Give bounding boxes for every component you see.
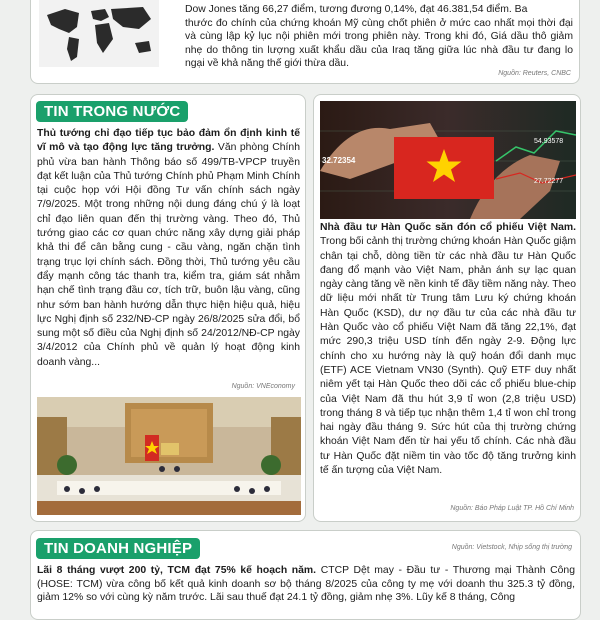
world-news-card [30, 0, 580, 84]
government-meeting-photo [37, 397, 301, 515]
world-map-image [39, 0, 159, 67]
domestic-news-headline: Thủ tướng chỉ đạo tiếp tục bảo đảm ổn định kinh tế vĩ mô và tạo động lực tăng trưởng. [37, 128, 300, 154]
korea-investor-card [313, 94, 581, 522]
stock-number-left: 32.72354 [322, 156, 356, 165]
korea-news-headline: Nhà đầu tư Hàn Quốc săn đón cổ phiếu Việt Nam. [320, 222, 576, 233]
world-news-source: Nguồn: Reuters, CNBC [498, 70, 571, 77]
business-news-headline: Lãi 8 tháng vượt 200 tỷ, TCM đạt 75% kế hoạch năm. [37, 565, 317, 576]
vietnam-flag-stock-image [320, 101, 576, 219]
world-news-body: thước đo chính của chứng khoán Mỹ cùng chốt phiên ở mức cao nhất mọi thời đại và cùng lập kỷ lục nội phiên mới trong phiên này. Trong khi đó, Giá dầu thô giảm nhẹ do thông tin lượng xuất khẩu dầu của Iraq tăng giữa lúc nhà đầu tư đang lo ngại về khả năng thế giới thừa dầu. [185, 17, 573, 70]
domestic-news-card [30, 94, 306, 522]
stock-number-right-top: 54.93578 [534, 138, 564, 145]
business-news-body: CTCP Dệt may - Đầu tư - Thương mại Thành Công (HOSE: TCM) vừa công bố kết quả kinh doanh sơ bộ tháng 8/2025 của công ty mẹ với doanh thu 325.3 tỷ đồng, giảm 12% so với cùng kỳ năm trước. Lãi sau thuế đạt 24.1 tỷ đồng, giảm nhẹ 3%. Lũy kế 8 tháng, Công [37, 565, 575, 604]
korea-news-body: Trong bối cảnh thị trường chứng khoán Hàn Quốc giậm chân tại chỗ, dòng tiền từ các nhà đầu tư Hàn Quốc đang đổ mạnh vào Việt Nam, phản ánh sự lạc quan ngày càng tăng về nền kinh tế đầy tiềm năng này. Theo dữ liệu mới nhất từ Trung tâm Lưu ký chứng khoán Hàn Quốc (KSD), dư nợ đầu tư của các nhà đầu tư Hàn Quốc vào cổ phiếu Việt Nam đã tăng 22,1%, đạt mức 290,3 triệu USD tính đến ngày 2-9. Động lực chính cho xu hướng này là quỹ hoán đổi danh mục (ETF) ACE Vietnam VN30 (Synth). Quỹ ETF duy nhất niêm yết tại Hàn Quốc theo dõi các cổ phiếu blue-chip của Việt Nam đã thu hút 3,9 tỉ won (2,8 triệu USD) trong tháng 8 và tiếp tục nhận thêm 1,4 tỉ won chỉ trong hai ngày đầu tháng 9. Sức hút của thị trường chứng khoán Việt Nam đến từ hai yếu tố chính. Các nhà đầu tư Hàn Quốc đặt niềm tin vào tốc độ tăng trưởng kinh tế ấn tượng của Việt Nam. [320, 236, 577, 477]
korea-news-source: Nguồn: Báo Pháp Luật TP. Hồ Chí Minh [450, 505, 574, 512]
world-news-first-line: Dow Jones tăng 66,27 điểm, tương đương 0,14%, đạt 46.381,54 điểm. Ba [185, 4, 528, 15]
business-news-card [30, 530, 581, 620]
business-news-source: Nguồn: Vietstock, Nhịp sống thị trường [451, 544, 572, 551]
stock-number-right-bottom: 27.72277 [534, 178, 564, 185]
domestic-news-body: Văn phòng Chính phủ vừa ban hành Thông báo số 499/TB-VPCP truyền đạt kết luận của Thủ tướng Chính phủ Phạm Minh Chính tại cuộc họp với Hội đồng Tư vấn chính sách ngày 7/9/2025. Một trong những nội dung đáng chú ý là loạt chỉ đạo liên quan đến thị trường vàng. Theo đó, Thủ tướng giao các cơ quan chức năng xây dựng giải pháp khả thi để cân bằng cung - cầu vàng, ngăn chặn tình trạng trục lợi chính sách. Đồng thời, Thủ tướng yêu cầu đẩy mạnh công tác thanh tra, kiểm tra, giám sát nhằm hạn chế tình trạng đầu cơ, tích trữ, buôn lậu vàng, cũng như sớm ban hành hướng dẫn thực hiện hiệu quả, hiệu lực Nghị định số 232/NĐ-CP ngày 26/8/2025 sửa đổi, bổ sung một số điều của Nghị định số 24/2012/NĐ-CP ngày 3/4/2012 của Chính phủ về quản lý hoạt động kinh doanh vàng... [37, 142, 300, 368]
domestic-news-tag: TIN TRONG NƯỚC [36, 101, 188, 122]
domestic-news-source: Nguồn: VNEconomy [231, 383, 295, 390]
business-news-tag: TIN DOANH NGHIỆP [36, 538, 200, 559]
